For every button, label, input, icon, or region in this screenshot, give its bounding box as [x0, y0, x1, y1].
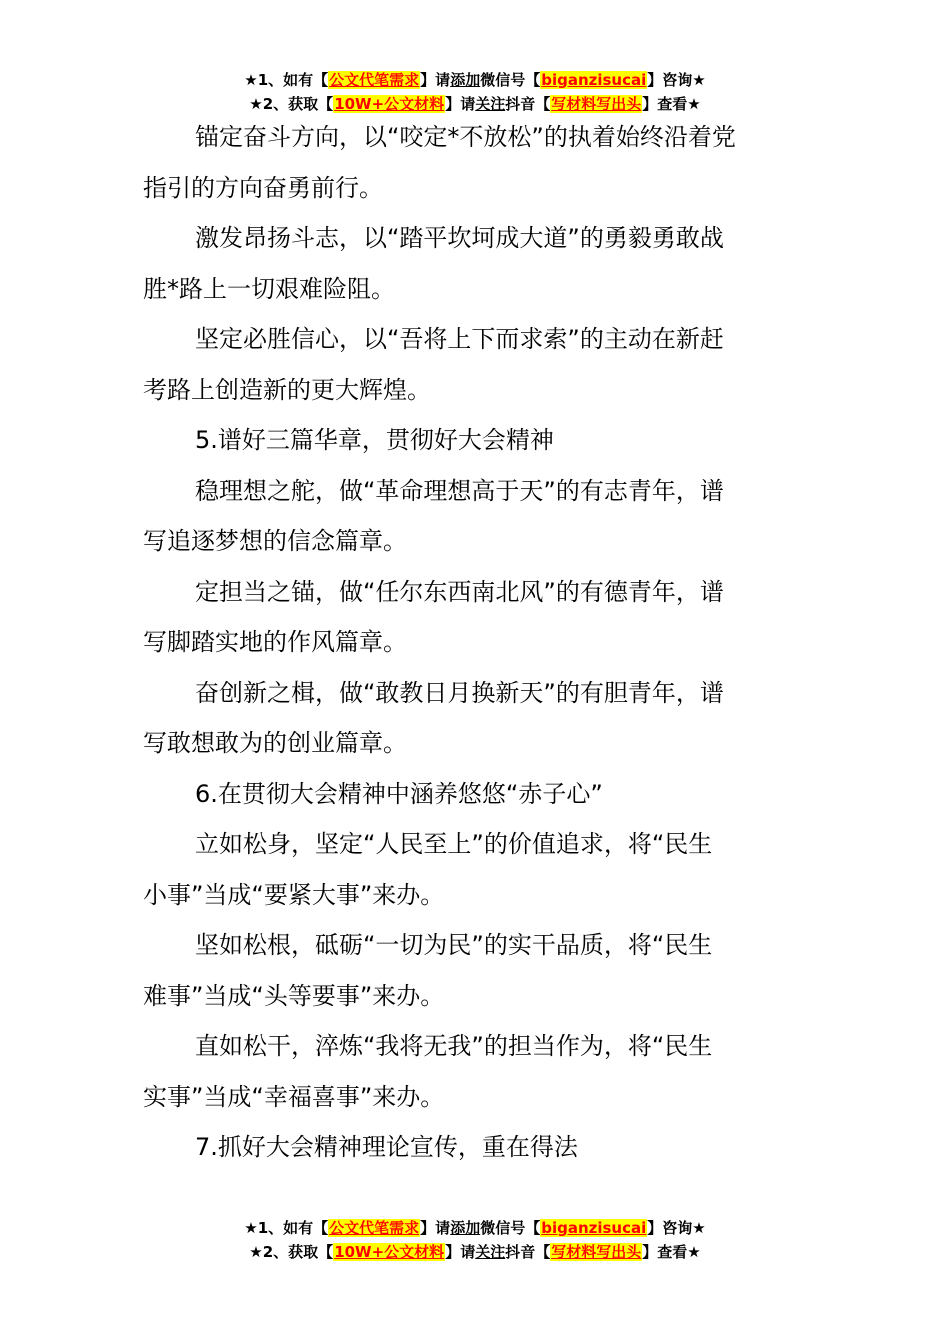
paragraph-line: 写敢想敢为的创业篇章。 [143, 729, 407, 757]
footer-banner [0, 1216, 950, 1264]
banner-text: 】咨询★ [647, 1219, 706, 1237]
banner-text: 微信号【 [480, 1219, 541, 1237]
banner-highlight-douyin: 写材料写出头 [551, 95, 642, 113]
paragraph-line: 小事”当成“要紧大事”来办。 [143, 880, 445, 909]
paragraph-line: 直如松干，淬炼“我将无我”的担当作为，将“民生 [195, 1032, 713, 1060]
paragraph-line: 7.抓好大会精神理论宣传，重在得法 [195, 1133, 578, 1161]
banner-text: ★1、如有【 [244, 1219, 329, 1237]
banner-text: ★2、获取【 [249, 1243, 334, 1261]
banner-text: 】请 [445, 1243, 476, 1261]
banner-text: 】咨询★ [647, 71, 706, 89]
paragraph-line: 难事”当成“头等要事”来办。 [143, 981, 445, 1010]
paragraph-line: 锚定奋斗方向，以“咬定*不放松”的执着始终沿着党 [195, 123, 736, 151]
banner-text: 】请 [420, 1219, 451, 1237]
banner-highlight: 10W+公文材料 [334, 95, 445, 113]
banner-text: 】查看★ [642, 1243, 701, 1261]
paragraph-line: 激发昂扬斗志，以“踏平坎坷成大道”的勇毅勇敢战 [195, 224, 724, 252]
banner-text: 抖音【 [505, 1243, 551, 1261]
banner-underlined-text: 关注 [475, 1243, 506, 1261]
banner-underlined-text: 添加 [450, 71, 481, 89]
paragraph-line: 写追逐梦想的信念篇章。 [143, 527, 407, 555]
banner-text: 】查看★ [642, 95, 701, 113]
banner-underlined-text: 关注 [475, 95, 506, 113]
footer-banner-line-1 [0, 1216, 950, 1240]
banner-text: ★2、获取【 [249, 95, 334, 113]
paragraph-line: 指引的方向奋勇前行。 [143, 173, 383, 202]
paragraph-line: 定担当之锚，做“任尔东西南北风”的有德青年，谱 [195, 577, 724, 606]
paragraph-line: 实事”当成“幸福喜事”来办。 [143, 1082, 445, 1111]
banner-text: 微信号【 [480, 71, 541, 89]
paragraph-line: 坚如松根，砥砺“一切为民”的实干品质，将“民生 [195, 931, 713, 959]
paragraph-line: 写脚踏实地的作风篇章。 [143, 628, 407, 656]
footer-banner-line-2 [0, 1240, 950, 1264]
banner-highlight-wechat-id: biganzisucai [541, 1219, 647, 1237]
paragraph-line: 6.在贯彻大会精神中涵养悠悠“赤子心” [195, 779, 603, 808]
paragraph-line: 5.谱好三篇华章，贯彻好大会精神 [195, 426, 554, 454]
banner-text: 】请 [445, 95, 476, 113]
banner-highlight: 公文代笔需求 [329, 1219, 420, 1237]
header-banner [0, 68, 950, 116]
header-banner-line-1 [0, 68, 950, 92]
banner-underlined-text: 添加 [450, 1219, 481, 1237]
paragraph-line: 奋创新之楫，做“敢教日月换新天”的有胆青年，谱 [195, 678, 724, 707]
paragraph-line: 考路上创造新的更大辉煌。 [143, 375, 431, 404]
document-body [143, 112, 803, 1173]
paragraph-line: 稳理想之舵，做“革命理想高于天”的有志青年，谱 [195, 476, 724, 505]
paragraph-line: 坚定必胜信心，以“吾将上下而求索”的主动在新赶 [195, 325, 724, 353]
banner-highlight: 10W+公文材料 [334, 1243, 445, 1261]
banner-text: 抖音【 [505, 95, 551, 113]
banner-text: ★1、如有【 [244, 71, 329, 89]
banner-highlight: 公文代笔需求 [329, 71, 420, 89]
banner-text: 】请 [420, 71, 451, 89]
banner-highlight-douyin: 写材料写出头 [551, 1243, 642, 1261]
paragraph-line: 胜*路上一切艰难险阻。 [143, 274, 395, 303]
paragraph-line: 立如松身，坚定“人民至上”的价值追求，将“民生 [195, 830, 713, 858]
banner-highlight-wechat-id: biganzisucai [541, 71, 647, 89]
